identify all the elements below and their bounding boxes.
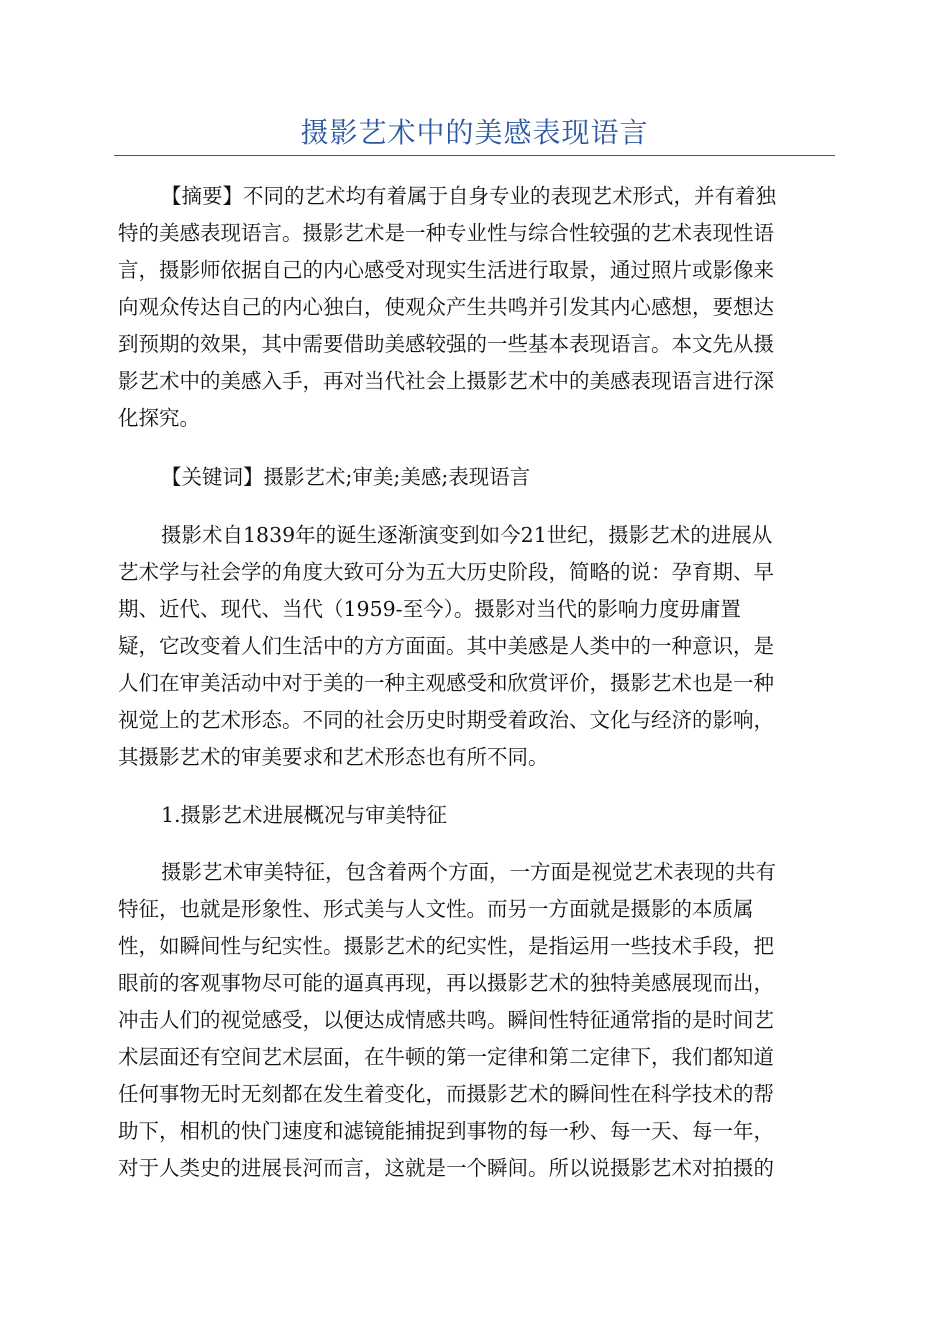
section-line: 摄影艺术审美特征，包含着两个方面，一方面是视觉艺术表现的共有 — [161, 860, 776, 884]
abstract-line: 化探究。 — [118, 406, 200, 430]
intro-line: 其摄影艺术的审美要求和艺术形态也有所不同。 — [118, 745, 549, 769]
intro-line: 摄影术自1839年的诞生逐渐演变到如今21世纪，摄影艺术的进展从 — [161, 523, 773, 547]
page-title: 摄影艺术中的美感表现语言 — [300, 116, 649, 149]
title-block — [114, 113, 835, 156]
section-line: 任何事物无时无刻都在发生着变化，而摄影艺术的瞬间性在科学技术的帮 — [118, 1082, 774, 1106]
section-heading: 1.摄影艺术进展概况与审美特征 — [161, 803, 448, 827]
abstract-line: 向观众传达自己的内心独白，使观众产生共鸣并引发其内心感想，要想达 — [118, 295, 774, 319]
section-line: 术层面还有空间艺术层面，在牛顿的第一定律和第二定律下，我们都知道 — [118, 1045, 774, 1069]
abstract-line: 【摘要】不同的艺术均有着属于自身专业的表现艺术形式，并有着独 — [161, 184, 776, 208]
abstract-line: 到预期的效果，其中需要借助美感较强的一些基本表现语言。本文先从摄 — [118, 332, 774, 356]
section-line: 助下，相机的快门速度和滤镜能捕捉到事物的每一秒、每一天、每一年， — [118, 1119, 774, 1143]
intro-line: 人们在审美活动中对于美的一种主观感受和欣赏评价，摄影艺术也是一种 — [118, 671, 774, 695]
intro-line: 疑，它改变着人们生活中的方方面面。其中美感是人类中的一种意识，是 — [118, 634, 774, 658]
intro-line: 艺术学与社会学的角度大致可分为五大历史阶段，简略的说：孕育期、早 — [118, 560, 774, 584]
intro-line: 视觉上的艺术形态。不同的社会历史时期受着政治、文化与经济的影响， — [118, 708, 774, 732]
section-line: 性，如瞬间性与纪实性。摄影艺术的纪实性，是指运用一些技术手段，把 — [118, 934, 774, 958]
title-underline — [114, 155, 835, 156]
section-line: 对于人类史的进展長河而言，这就是一个瞬间。所以说摄影艺术对拍摄的 — [118, 1156, 774, 1180]
abstract-line: 言，摄影师依据自己的内心感受对现实生活进行取景，通过照片或影像来 — [118, 258, 774, 282]
section-line: 特征，也就是形象性、形式美与人文性。而另一方面就是摄影的本质属 — [118, 897, 754, 921]
abstract-line: 影艺术中的美感入手，再对当代社会上摄影艺术中的美感表现语言进行深 — [118, 369, 774, 393]
keywords-line: 【关键词】摄影艺术;审美;美感;表现语言 — [161, 465, 531, 489]
abstract-line: 特的美感表现语言。摄影艺术是一种专业性与综合性较强的艺术表现性语 — [118, 221, 774, 245]
section-line: 冲击人们的视觉感受，以便达成情感共鸣。瞬间性特征通常指的是时间艺 — [118, 1008, 774, 1032]
intro-line: 期、近代、现代、当代（1959-至今）。摄影对当代的影响力度毋庸置 — [118, 597, 741, 621]
section-line: 眼前的客观事物尽可能的逼真再现，再以摄影艺术的独特美感展现而出， — [118, 971, 774, 995]
